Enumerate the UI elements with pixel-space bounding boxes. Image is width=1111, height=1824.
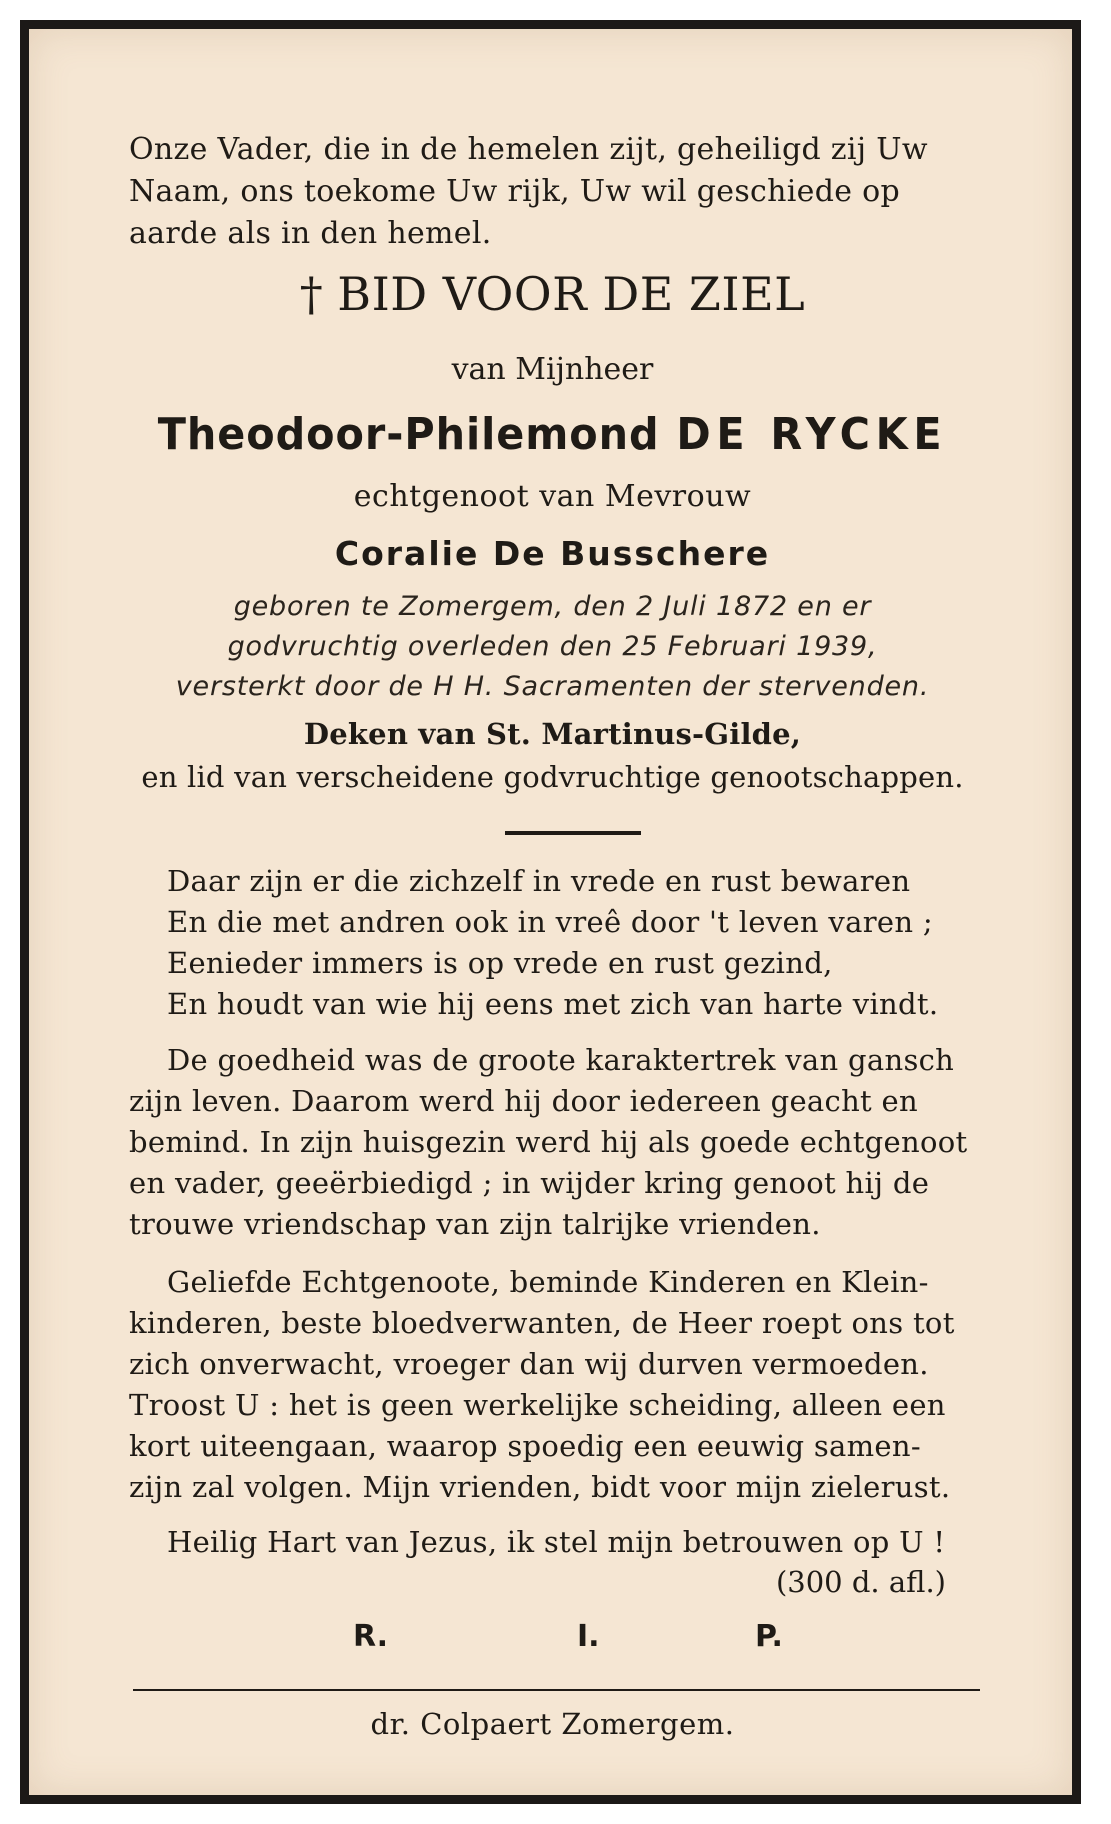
heading-text: BID VOOR DE ZIEL bbox=[337, 267, 806, 321]
our-father-prayer bbox=[129, 129, 976, 255]
indulgence-note: (300 d. afl.) bbox=[775, 1565, 946, 1599]
pray-for-soul-heading bbox=[129, 267, 976, 321]
farewell-paragraph bbox=[129, 1262, 976, 1508]
poem-line: Daar zijn er die zichzelf in vrede en rust bewaren bbox=[167, 864, 911, 898]
deceased-name bbox=[154, 409, 950, 460]
paragraph-line: zich onverwacht, vroeger dan wij durven vermoeden. bbox=[129, 1347, 929, 1381]
spouse-name: Coralie De Busschere bbox=[334, 534, 771, 573]
poem-line: En houdt van wie hij eens met zich van harte vindt. bbox=[167, 987, 939, 1021]
rip-i: I. bbox=[577, 1619, 600, 1654]
card-content bbox=[129, 29, 976, 1795]
poem bbox=[167, 861, 976, 1025]
title-mijnheer: van Mijnheer bbox=[451, 352, 654, 387]
paragraph-line: zijn zal volgen. Mijn vrienden, bidt voor mijn zielerust. bbox=[129, 1470, 951, 1504]
deceased-surname: DE RYCKE bbox=[676, 409, 948, 460]
cross-icon: † bbox=[299, 267, 324, 321]
dates-line: versterkt door de H H. Sacramenten der stervenden. bbox=[175, 671, 930, 702]
paragraph-line: Troost U : het is geen werkelijke scheiding, alleen een bbox=[129, 1388, 946, 1422]
dates-line: godvruchtig overleden den 25 Februari 1939, bbox=[227, 631, 878, 662]
poem-line: En die met andren ook in vreê door 't leven varen ; bbox=[167, 905, 933, 939]
prayer-line: aarde als in den hemel. bbox=[129, 216, 492, 251]
spouse-intro: echtgenoot van Mevrouw bbox=[353, 479, 752, 514]
prayer-line: Naam, ons toekome Uw rijk, Uw wil geschiede op bbox=[129, 174, 900, 209]
paragraph-line: Geliefde Echtgenoote, beminde Kinderen en Klein- bbox=[167, 1265, 929, 1299]
paragraph-line: bemind. In zijn huisgezin werd hij als goede echtgenoot bbox=[129, 1125, 968, 1159]
poem-line: Eenieder immers is op vrede en rust gezind, bbox=[167, 946, 833, 980]
paragraph-line: trouwe vriendschap van zijn talrijke vrienden. bbox=[129, 1207, 821, 1241]
divider-long bbox=[133, 1689, 980, 1691]
divider-short bbox=[505, 831, 641, 835]
birth-death-dates bbox=[129, 587, 976, 707]
rip-r: R. bbox=[353, 1619, 389, 1654]
paragraph-line: kort uiteengaan, waarop spoedig een eeuwig samen- bbox=[129, 1429, 921, 1463]
prayer-line: Onze Vader, die in de hemelen zijt, geheiligd zij Uw bbox=[129, 132, 928, 167]
paragraph-line: en vader, geeërbiedigd ; in wijder kring genoot hij de bbox=[129, 1166, 930, 1200]
printer-credit: dr. Colpaert Zomergem. bbox=[370, 1707, 735, 1741]
memorial-card bbox=[20, 20, 1081, 1804]
guild-title: Deken van St. Martinus-Gilde, bbox=[303, 717, 802, 751]
paragraph-line: kinderen, beste bloedverwanten, de Heer roept ons tot bbox=[129, 1306, 955, 1340]
society-membership: en lid van verscheidene godvruchtige genootschappen. bbox=[141, 760, 964, 794]
rip-p: P. bbox=[755, 1619, 783, 1654]
deceased-first-name: Theodoor-Philemond bbox=[157, 409, 660, 460]
character-paragraph bbox=[129, 1040, 976, 1245]
sacred-heart-invocation: Heilig Hart van Jezus, ik stel mijn betrouwen op U ! bbox=[167, 1525, 946, 1559]
dates-line: geboren te Zomergem, den 2 Juli 1872 en er bbox=[233, 591, 872, 622]
paragraph-line: zijn leven. Daarom werd hij door iedereen geacht en bbox=[129, 1084, 918, 1118]
paragraph-line: De goedheid was de groote karaktertrek van gansch bbox=[167, 1043, 955, 1077]
